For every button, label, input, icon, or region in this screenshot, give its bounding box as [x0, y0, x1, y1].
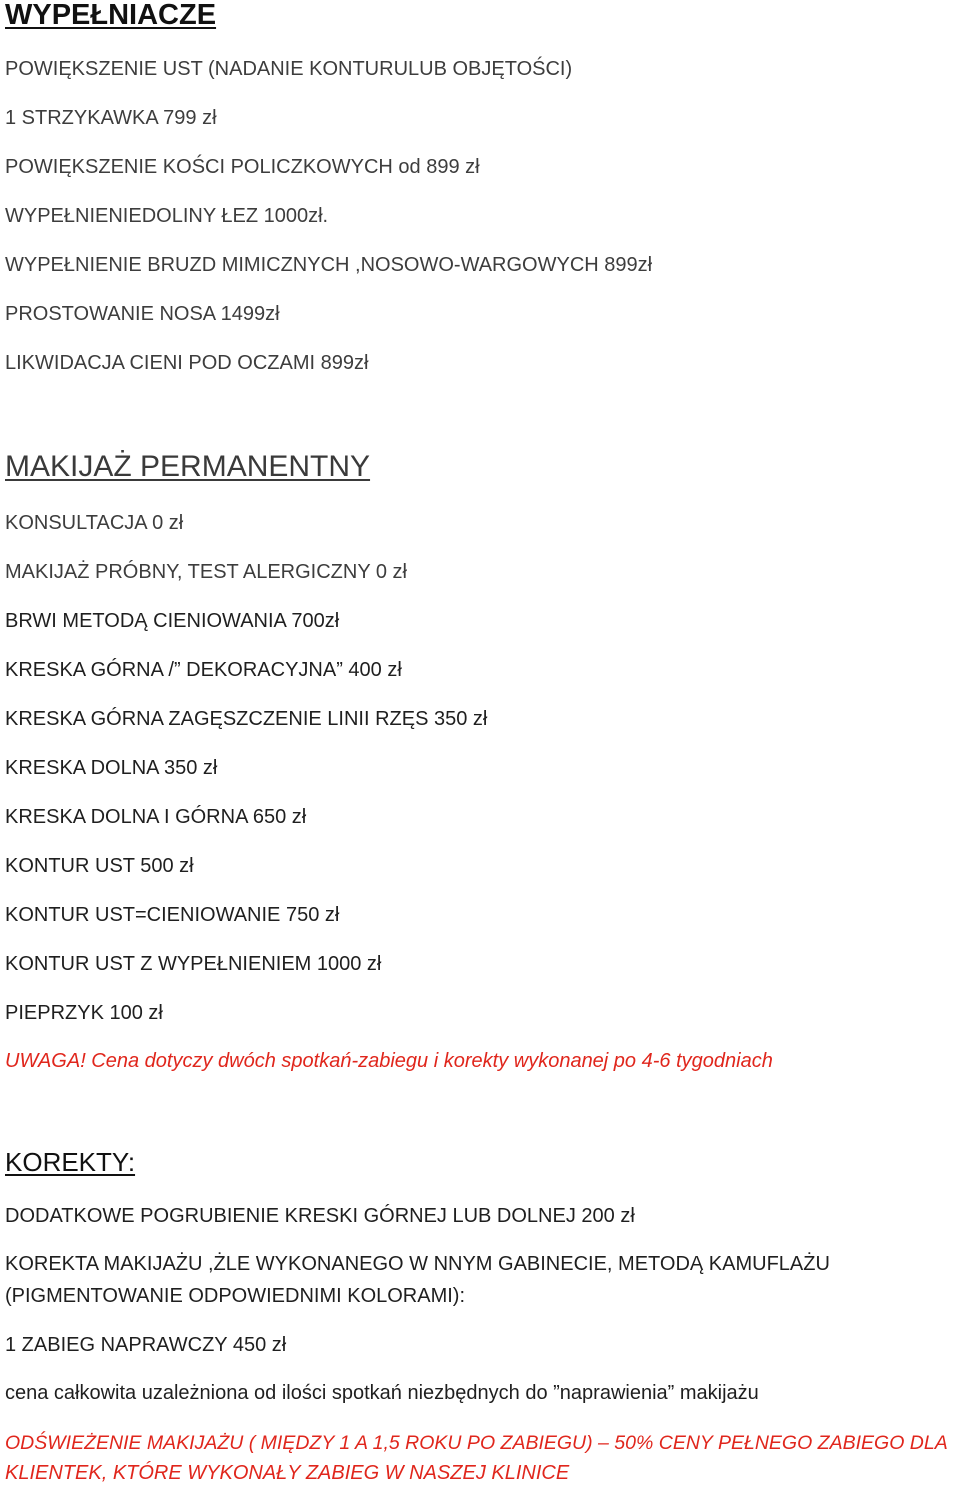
makeup-item: BRWI METODĄ CIENIOWANIA 700zł: [5, 610, 340, 632]
fillers-item: POWIĘKSZENIE KOŚCI POLICZKOWYCH od 899 zł: [5, 156, 480, 178]
corrections-item: 1 ZABIEG NAPRAWCZY 450 zł: [5, 1334, 287, 1356]
makeup-item: KRESKA GÓRNA ZAGĘSZCZENIE LINII RZĘS 350 zł: [5, 708, 488, 730]
fillers-item: PROSTOWANIE NOSA 1499zł: [5, 303, 280, 325]
makeup-item: KRESKA DOLNA I GÓRNA 650 zł: [5, 806, 307, 828]
makeup-item: KONTUR UST=CIENIOWANIE 750 zł: [5, 904, 340, 926]
corrections-item: (PIGMENTOWANIE ODPOWIEDNIMI KOLORAMI):: [5, 1285, 466, 1307]
warning-note: UWAGA! Cena dotyczy dwóch spotkań-zabiegu i korekty wykonanej po 4-6 tygodniach: [5, 1050, 773, 1072]
fillers-item: WYPEŁNIENIE BRUZD MIMICZNYCH ,NOSOWO-WARGOWYCH 899zł: [5, 254, 653, 276]
section-title-fillers: WYPEŁNIACZE: [5, 0, 217, 31]
section-title-corrections: KOREKTY:: [5, 1147, 136, 1177]
makeup-item: KRESKA GÓRNA /” DEKORACYJNA” 400 zł: [5, 659, 402, 681]
corrections-item: DODATKOWE POGRUBIENIE KRESKI GÓRNEJ LUB DOLNEJ 200 zł: [5, 1205, 635, 1227]
refresh-note: ODŚWIEŻENIE MAKIJAŻU ( MIĘDZY 1 A 1,5 ROKU PO ZABIEGU) – 50% CENY PEŁNEGO ZABIEGO DLA: [5, 1432, 948, 1454]
makeup-item: KRESKA DOLNA 350 zł: [5, 757, 218, 779]
fillers-item: LIKWIDACJA CIENI POD OCZAMI 899zł: [5, 352, 369, 374]
section-title-permanent-makeup: MAKIJAŻ PERMANENTNY: [5, 450, 371, 483]
fillers-item: POWIĘKSZENIE UST (NADANIE KONTURULUB OBJĘTOŚCI): [5, 58, 573, 80]
makeup-item: KONSULTACJA 0 zł: [5, 512, 184, 534]
refresh-note: KLIENTEK, KTÓRE WYKONAŁY ZABIEG W NASZEJ KLINICE: [5, 1462, 570, 1484]
makeup-item: KONTUR UST Z WYPEŁNIENIEM 1000 zł: [5, 953, 382, 975]
makeup-item: KONTUR UST 500 zł: [5, 855, 194, 877]
fillers-item: 1 STRZYKAWKA 799 zł: [5, 107, 217, 129]
fillers-item: WYPEŁNIENIEDOLINY ŁEZ 1000zł.: [5, 205, 329, 227]
corrections-item: KOREKTA MAKIJAŻU ,ŻLE WYKONANEGO W NNYM GABINECIE, METODĄ KAMUFLAŻU: [5, 1253, 830, 1275]
makeup-item: MAKIJAŻ PRÓBNY, TEST ALERGICZNY 0 zł: [5, 561, 407, 583]
corrections-note: cena całkowita uzależniona od ilości spotkań niezbędnych do ”naprawienia” makijażu: [5, 1382, 759, 1404]
makeup-item: PIEPRZYK 100 zł: [5, 1002, 163, 1024]
